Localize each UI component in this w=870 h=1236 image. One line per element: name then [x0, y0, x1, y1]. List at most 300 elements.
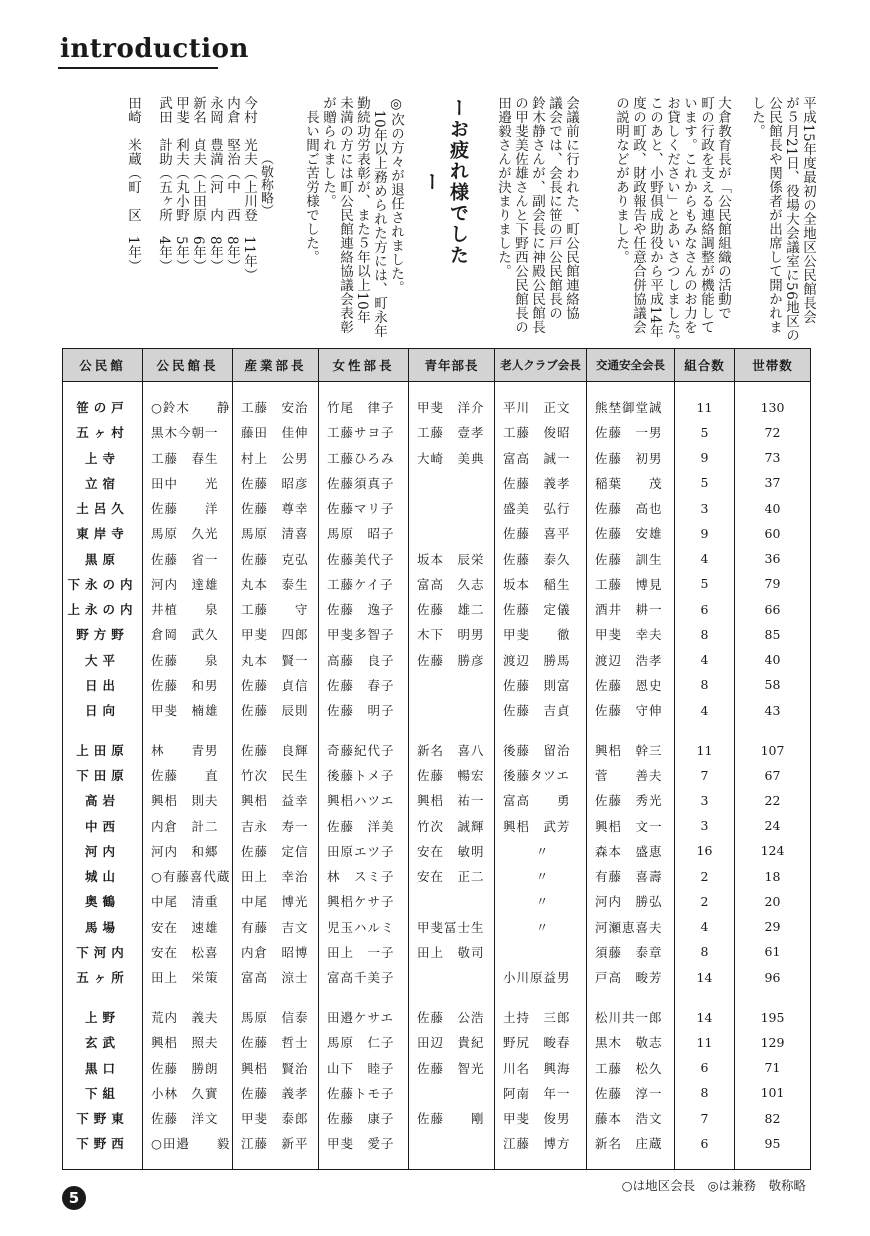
- industry-head-cell: 佐藤 貞信: [233, 672, 319, 697]
- table-row: [63, 813, 811, 838]
- table-row: [63, 622, 811, 647]
- table-spacer-row: [63, 723, 811, 738]
- household-count-cell: 60: [735, 521, 811, 546]
- hall-director-cell: 佐藤 洋文: [143, 1105, 233, 1130]
- women-head-cell: 興梠ハツエ: [319, 788, 409, 813]
- table-row: [63, 939, 811, 964]
- traffic-safety-head-cell: 森本 盛恵: [587, 838, 675, 863]
- traffic-safety-head-cell: 工藤 博見: [587, 571, 675, 596]
- household-count-cell: 40: [735, 496, 811, 521]
- traffic-safety-head-cell: 佐藤 一男: [587, 420, 675, 445]
- senior-club-head-cell: 渡辺 勝馬: [495, 647, 587, 672]
- hall-director-cell: ○田邉 毅: [143, 1131, 233, 1156]
- youth-head-cell: [409, 672, 495, 697]
- hall-name-cell: 玄武: [63, 1030, 143, 1055]
- household-count-cell: 71: [735, 1055, 811, 1080]
- youth-head-cell: [409, 496, 495, 521]
- traffic-safety-head-cell: 佐藤 淳一: [587, 1080, 675, 1105]
- household-count-cell: 95: [735, 1131, 811, 1156]
- senior-club-head-cell: 甲斐 俊男: [495, 1105, 587, 1130]
- table-row: [63, 571, 811, 596]
- hall-director-cell: 佐藤 勝朗: [143, 1055, 233, 1080]
- traffic-safety-head-cell: 佐藤 秀光: [587, 788, 675, 813]
- household-count-cell: 124: [735, 838, 811, 863]
- senior-club-head-cell: 佐藤 義孝: [495, 470, 587, 495]
- youth-head-cell: 甲斐 洋介: [409, 395, 495, 420]
- household-count-cell: 96: [735, 965, 811, 990]
- spacer-cell: [587, 723, 675, 738]
- industry-head-cell: 工藤 安治: [233, 395, 319, 420]
- spacer-cell: [63, 1156, 143, 1170]
- association-count-cell: 6: [675, 597, 735, 622]
- hall-director-cell: 興梠 照夫: [143, 1030, 233, 1055]
- household-count-cell: 29: [735, 914, 811, 939]
- industry-head-cell: 江藤 新平: [233, 1131, 319, 1156]
- hall-director-cell: 井植 泉: [143, 597, 233, 622]
- household-count-cell: 101: [735, 1080, 811, 1105]
- senior-club-head-cell: 工藤 俊昭: [495, 420, 587, 445]
- hall-name-cell: 上寺: [63, 445, 143, 470]
- hall-director-cell: 佐藤 洋: [143, 496, 233, 521]
- table-row: [63, 763, 811, 788]
- hall-director-cell: 安在 松喜: [143, 939, 233, 964]
- association-count-cell: 3: [675, 496, 735, 521]
- senior-club-head-cell: 富高 勇: [495, 788, 587, 813]
- association-count-cell: 8: [675, 1080, 735, 1105]
- heading-underline: [58, 67, 218, 69]
- senior-club-head-cell: 盛美 弘行: [495, 496, 587, 521]
- traffic-safety-head-cell: 工藤 松久: [587, 1055, 675, 1080]
- table-row: [63, 521, 811, 546]
- table-row: [63, 597, 811, 622]
- household-count-cell: 85: [735, 622, 811, 647]
- association-count-cell: 11: [675, 1030, 735, 1055]
- youth-head-cell: [409, 521, 495, 546]
- hall-director-cell: 興梠 則夫: [143, 788, 233, 813]
- association-count-cell: 8: [675, 939, 735, 964]
- association-count-cell: 16: [675, 838, 735, 863]
- association-count-cell: 7: [675, 1105, 735, 1130]
- spacer-cell: [409, 990, 495, 1005]
- industry-head-cell: 田上 幸治: [233, 864, 319, 889]
- household-count-cell: 43: [735, 697, 811, 722]
- senior-club-head-cell: 野尻 畯春: [495, 1030, 587, 1055]
- women-head-cell: 興梠ケサ子: [319, 889, 409, 914]
- association-count-cell: 6: [675, 1131, 735, 1156]
- hall-name-cell: 日向: [63, 697, 143, 722]
- association-count-cell: 14: [675, 965, 735, 990]
- association-count-cell: 4: [675, 697, 735, 722]
- column-header: 産業部長: [233, 349, 319, 382]
- table-row: [63, 672, 811, 697]
- traffic-safety-head-cell: 河瀬恵喜夫: [587, 914, 675, 939]
- association-count-cell: 4: [675, 546, 735, 571]
- hall-director-cell: 佐藤 和男: [143, 672, 233, 697]
- industry-head-cell: 丸本 賢一: [233, 647, 319, 672]
- household-count-cell: 67: [735, 763, 811, 788]
- household-count-cell: 82: [735, 1105, 811, 1130]
- youth-head-cell: 木下 明男: [409, 622, 495, 647]
- column-header: 公民館: [63, 349, 143, 382]
- hall-director-cell: 荒内 義夫: [143, 1004, 233, 1029]
- youth-head-cell: [409, 470, 495, 495]
- table-row: [63, 546, 811, 571]
- spacer-cell: [495, 990, 587, 1005]
- hall-director-cell: 中尾 清重: [143, 889, 233, 914]
- senior-club-head-cell: 佐藤 則富: [495, 672, 587, 697]
- retired-person: 永岡 豊満（河 内 8年）: [207, 96, 223, 274]
- hall-director-cell: 倉岡 武久: [143, 622, 233, 647]
- industry-head-cell: 村上 公男: [233, 445, 319, 470]
- table-row: [63, 1030, 811, 1055]
- table-row: [63, 1105, 811, 1130]
- women-head-cell: 工藤ひろみ: [319, 445, 409, 470]
- hall-name-cell: 下組: [63, 1080, 143, 1105]
- household-count-cell: 130: [735, 395, 811, 420]
- table-row: [63, 889, 811, 914]
- hall-name-cell: 五ヶ村: [63, 420, 143, 445]
- women-head-cell: 田上 一子: [319, 939, 409, 964]
- association-count-cell: 9: [675, 521, 735, 546]
- industry-head-cell: 佐藤 義孝: [233, 1080, 319, 1105]
- spacer-cell: [233, 990, 319, 1005]
- industry-head-cell: 有藤 吉文: [233, 914, 319, 939]
- women-head-cell: 佐藤 春子: [319, 672, 409, 697]
- women-head-cell: 田邉ケサエ: [319, 1004, 409, 1029]
- traffic-safety-head-cell: 熊埜御堂誠: [587, 395, 675, 420]
- hall-director-cell: 河内 和郷: [143, 838, 233, 863]
- retired-person: 今村 光夫（上川登 11年）: [241, 96, 257, 283]
- women-head-cell: 佐藤須真子: [319, 470, 409, 495]
- youth-head-cell: [409, 1131, 495, 1156]
- women-head-cell: 工藤サヨ子: [319, 420, 409, 445]
- industry-head-cell: 内倉 昭博: [233, 939, 319, 964]
- youth-head-cell: 佐藤 暢宏: [409, 763, 495, 788]
- spacer-cell: [319, 382, 409, 395]
- hall-name-cell: 野方野: [63, 622, 143, 647]
- spacer-cell: [143, 1156, 233, 1170]
- hall-director-cell: 河内 達雄: [143, 571, 233, 596]
- industry-head-cell: 工藤 守: [233, 597, 319, 622]
- article-paragraph-3: 会議前に行われた、町公民館連絡協 議会では、会長に笹の戸公民館長の 鈴木静さんが、副会長に神殿公民館長 の甲斐美佐雄さんと下野西公民館長の 田邉毅さんが決まりました。: [495, 96, 579, 334]
- youth-head-cell: 坂本 辰栄: [409, 546, 495, 571]
- industry-head-cell: 興梠 賢治: [233, 1055, 319, 1080]
- youth-head-cell: 佐藤 公浩: [409, 1004, 495, 1029]
- women-head-cell: 馬原 昭子: [319, 521, 409, 546]
- traffic-safety-head-cell: 佐藤 高也: [587, 496, 675, 521]
- spacer-cell: [675, 723, 735, 738]
- association-count-cell: 3: [675, 788, 735, 813]
- hall-name-cell: 高岩: [63, 788, 143, 813]
- household-count-cell: 129: [735, 1030, 811, 1055]
- traffic-safety-head-cell: 藤本 浩文: [587, 1105, 675, 1130]
- industry-head-cell: 佐藤 克弘: [233, 546, 319, 571]
- spacer-cell: [735, 990, 811, 1005]
- household-count-cell: 36: [735, 546, 811, 571]
- table-row: [63, 420, 811, 445]
- youth-head-cell: [409, 889, 495, 914]
- table-row: [63, 697, 811, 722]
- association-count-cell: 4: [675, 647, 735, 672]
- hall-name-cell: 上田原: [63, 737, 143, 762]
- women-head-cell: 富高千美子: [319, 965, 409, 990]
- retired-person: 武田 計助（五ヶ所 4年）: [156, 96, 172, 274]
- senior-club-head-cell: 甲斐 徹: [495, 622, 587, 647]
- hall-name-cell: 立宿: [63, 470, 143, 495]
- youth-head-cell: 安在 敏明: [409, 838, 495, 863]
- hall-director-cell: 馬原 久光: [143, 521, 233, 546]
- retirement-honorific: （敬称略）: [258, 152, 273, 217]
- senior-club-head-cell: 川名 興海: [495, 1055, 587, 1080]
- spacer-cell: [495, 382, 587, 395]
- industry-head-cell: 佐藤 哲士: [233, 1030, 319, 1055]
- youth-head-cell: 佐藤 剛: [409, 1105, 495, 1130]
- retirement-intro: ◎次の方々が退任されました。 10年以上務められた方には、町永年 勤続功労表彰が、また５年以上10年 未満の方には町公民館連絡協議会表彰 が贈られました。 長い間ご苦労様でした。: [303, 96, 404, 339]
- women-head-cell: 竹尾 律子: [319, 395, 409, 420]
- senior-club-head-cell: 富高 誠一: [495, 445, 587, 470]
- hall-name-cell: 土呂久: [63, 496, 143, 521]
- column-header: 交通安全会長: [587, 349, 675, 382]
- hall-director-cell: 田上 栄策: [143, 965, 233, 990]
- industry-head-cell: 興梠 益幸: [233, 788, 319, 813]
- table-row: [63, 1055, 811, 1080]
- hall-name-cell: 下野東: [63, 1105, 143, 1130]
- table-spacer-row: [63, 990, 811, 1005]
- association-count-cell: 3: [675, 813, 735, 838]
- hall-name-cell: 下河内: [63, 939, 143, 964]
- hall-name-cell: 日出: [63, 672, 143, 697]
- household-count-cell: 107: [735, 737, 811, 762]
- spacer-cell: [143, 382, 233, 395]
- hall-name-cell: 下永の内: [63, 571, 143, 596]
- spacer-cell: [63, 990, 143, 1005]
- table-row: [63, 445, 811, 470]
- hall-name-cell: 中西: [63, 813, 143, 838]
- traffic-safety-head-cell: 新名 庄蔵: [587, 1131, 675, 1156]
- spacer-cell: [63, 723, 143, 738]
- household-count-cell: 22: [735, 788, 811, 813]
- senior-club-head-cell: 〃: [495, 838, 587, 863]
- youth-head-cell: 工藤 壹孝: [409, 420, 495, 445]
- column-header: 青年部長: [409, 349, 495, 382]
- youth-head-cell: 田辺 貴紀: [409, 1030, 495, 1055]
- senior-club-head-cell: 〃: [495, 889, 587, 914]
- household-count-cell: 195: [735, 1004, 811, 1029]
- association-count-cell: 5: [675, 571, 735, 596]
- table-row: [63, 965, 811, 990]
- hall-name-cell: 奥鶴: [63, 889, 143, 914]
- household-count-cell: 40: [735, 647, 811, 672]
- industry-head-cell: 馬原 清喜: [233, 521, 319, 546]
- hall-name-cell: 黒口: [63, 1055, 143, 1080]
- youth-head-cell: 大崎 美典: [409, 445, 495, 470]
- traffic-safety-head-cell: 興梠 文一: [587, 813, 675, 838]
- retired-person: 新名 貞夫（上田原 6年）: [190, 96, 206, 274]
- spacer-cell: [233, 1156, 319, 1170]
- article-paragraph-1: 平成15年度最初の全地区公民館長会 が５月21日、役場大会議室に56地区の 公民館長や関係者が出席して開かれま した。: [749, 96, 816, 343]
- senior-club-head-cell: 興梠 武芳: [495, 813, 587, 838]
- traffic-safety-head-cell: 佐藤 守伸: [587, 697, 675, 722]
- senior-club-head-cell: 江藤 博方: [495, 1131, 587, 1156]
- women-head-cell: 馬原 仁子: [319, 1030, 409, 1055]
- senior-club-head-cell: 〃: [495, 914, 587, 939]
- column-header: 女性部長: [319, 349, 409, 382]
- spacer-cell: [587, 382, 675, 395]
- women-head-cell: 佐藤トモ子: [319, 1080, 409, 1105]
- hall-name-cell: 笹の戸: [63, 395, 143, 420]
- hall-name-cell: 上野: [63, 1004, 143, 1029]
- industry-head-cell: 佐藤 定信: [233, 838, 319, 863]
- table-row: [63, 496, 811, 521]
- association-count-cell: 4: [675, 914, 735, 939]
- spacer-cell: [63, 382, 143, 395]
- women-head-cell: 後藤トメ子: [319, 763, 409, 788]
- hall-director-cell: 佐藤 省一: [143, 546, 233, 571]
- youth-head-cell: 新名 喜八: [409, 737, 495, 762]
- hall-director-cell: 工藤 春生: [143, 445, 233, 470]
- spacer-cell: [233, 723, 319, 738]
- traffic-safety-head-cell: 有藤 喜壽: [587, 864, 675, 889]
- retirement-notice: [112, 96, 408, 339]
- industry-head-cell: 丸本 泰生: [233, 571, 319, 596]
- hall-director-cell: 田中 光: [143, 470, 233, 495]
- spacer-cell: [319, 723, 409, 738]
- industry-head-cell: 佐藤 良輝: [233, 737, 319, 762]
- senior-club-head-cell: 佐藤 泰久: [495, 546, 587, 571]
- traffic-safety-head-cell: 須藤 泰章: [587, 939, 675, 964]
- senior-club-head-cell: 坂本 稲生: [495, 571, 587, 596]
- table-row: [63, 470, 811, 495]
- retired-person: 内倉 堅治（中 西 8年）: [224, 96, 240, 274]
- spacer-cell: [319, 990, 409, 1005]
- youth-head-cell: [409, 1080, 495, 1105]
- youth-head-cell: 甲斐冨士生: [409, 914, 495, 939]
- hall-director-cell: 内倉 計二: [143, 813, 233, 838]
- hall-name-cell: 東岸寺: [63, 521, 143, 546]
- household-count-cell: 18: [735, 864, 811, 889]
- spacer-cell: [587, 1156, 675, 1170]
- retired-person: 田崎 米蔵（町 区 1年）: [125, 96, 141, 274]
- hall-director-cell: 林 青男: [143, 737, 233, 762]
- hall-director-cell: 佐藤 直: [143, 763, 233, 788]
- household-count-cell: 66: [735, 597, 811, 622]
- industry-head-cell: 馬原 信泰: [233, 1004, 319, 1029]
- senior-club-head-cell: 佐藤 喜平: [495, 521, 587, 546]
- association-count-cell: 2: [675, 864, 735, 889]
- column-header: 世帯数: [735, 349, 811, 382]
- women-head-cell: 甲斐 愛子: [319, 1131, 409, 1156]
- table-row: [63, 1080, 811, 1105]
- senior-club-head-cell: 平川 正文: [495, 395, 587, 420]
- senior-club-head-cell: 〃: [495, 864, 587, 889]
- women-head-cell: 林 スミ子: [319, 864, 409, 889]
- women-head-cell: 山下 睦子: [319, 1055, 409, 1080]
- association-count-cell: 11: [675, 737, 735, 762]
- women-head-cell: 高藤 良子: [319, 647, 409, 672]
- hall-director-cell: 佐藤 泉: [143, 647, 233, 672]
- association-count-cell: 8: [675, 622, 735, 647]
- hall-director-cell: 安在 速雄: [143, 914, 233, 939]
- hall-name-cell: 五ヶ所: [63, 965, 143, 990]
- women-head-cell: 佐藤 康子: [319, 1105, 409, 1130]
- spacer-cell: [143, 990, 233, 1005]
- senior-club-head-cell: 阿南 年一: [495, 1080, 587, 1105]
- association-count-cell: 8: [675, 672, 735, 697]
- association-count-cell: 5: [675, 470, 735, 495]
- table-row: [63, 838, 811, 863]
- youth-head-cell: 安在 正二: [409, 864, 495, 889]
- association-count-cell: 11: [675, 395, 735, 420]
- table-row: [63, 788, 811, 813]
- women-head-cell: 佐藤 明子: [319, 697, 409, 722]
- column-header: 老人クラブ会長: [495, 349, 587, 382]
- senior-club-head-cell: 佐藤 定儀: [495, 597, 587, 622]
- spacer-cell: [409, 1156, 495, 1170]
- hall-director-cell: 黒木今朝一: [143, 420, 233, 445]
- spacer-cell: [675, 990, 735, 1005]
- industry-head-cell: 甲斐 泰郎: [233, 1105, 319, 1130]
- article-paragraph-2: 大倉教育長が「公民館組織の活動で 町の行政を支える連絡調整が機能して います。これからもみなさんのお力を お貸しください」とあいさつしました。 このあと、小野俱成助役から平成14年 度の町政、財政報告や任意合併協議会 の説明などがありました。: [613, 96, 731, 348]
- spacer-cell: [495, 723, 587, 738]
- hall-name-cell: 城山: [63, 864, 143, 889]
- traffic-safety-head-cell: 渡辺 浩孝: [587, 647, 675, 672]
- industry-head-cell: 竹次 民生: [233, 763, 319, 788]
- retired-person: 甲斐 利夫（丸小野 5年）: [173, 96, 189, 274]
- household-count-cell: 61: [735, 939, 811, 964]
- traffic-safety-head-cell: 菅 善夫: [587, 763, 675, 788]
- hall-name-cell: 馬場: [63, 914, 143, 939]
- traffic-safety-head-cell: 黒木 敬志: [587, 1030, 675, 1055]
- traffic-safety-head-cell: 河内 勝弘: [587, 889, 675, 914]
- hall-director-cell: 甲斐 楠雄: [143, 697, 233, 722]
- senior-club-head-cell: 小川原益男: [495, 965, 587, 990]
- table-row: [63, 395, 811, 420]
- industry-head-cell: 佐藤 辰則: [233, 697, 319, 722]
- table-body: [63, 382, 811, 1170]
- senior-club-head-cell: [495, 939, 587, 964]
- association-count-cell: 7: [675, 763, 735, 788]
- table-row: [63, 914, 811, 939]
- community-hall-officer-table: [62, 348, 811, 1170]
- table-row: [63, 864, 811, 889]
- industry-head-cell: 佐藤 昭彦: [233, 470, 319, 495]
- household-count-cell: 20: [735, 889, 811, 914]
- women-head-cell: 甲斐多智子: [319, 622, 409, 647]
- industry-head-cell: 吉永 寿一: [233, 813, 319, 838]
- women-head-cell: 佐藤 洋美: [319, 813, 409, 838]
- women-head-cell: 工藤ケイ子: [319, 571, 409, 596]
- retirement-title: ーお疲れ様でしたー: [420, 98, 469, 266]
- industry-head-cell: 佐藤 尊幸: [233, 496, 319, 521]
- women-head-cell: 佐藤マリ子: [319, 496, 409, 521]
- youth-head-cell: 富高 久志: [409, 571, 495, 596]
- section-heading: introduction: [60, 34, 249, 64]
- youth-head-cell: 興梠 祐一: [409, 788, 495, 813]
- women-head-cell: 佐藤 逸子: [319, 597, 409, 622]
- spacer-cell: [409, 723, 495, 738]
- spacer-cell: [675, 382, 735, 395]
- youth-head-cell: 田上 敬司: [409, 939, 495, 964]
- traffic-safety-head-cell: 戸高 畯芳: [587, 965, 675, 990]
- spacer-cell: [735, 723, 811, 738]
- table-row: [63, 647, 811, 672]
- industry-head-cell: 富高 涼士: [233, 965, 319, 990]
- traffic-safety-head-cell: 稲葉 茂: [587, 470, 675, 495]
- table-row: [63, 737, 811, 762]
- association-count-cell: 2: [675, 889, 735, 914]
- hall-name-cell: 黒原: [63, 546, 143, 571]
- spacer-cell: [587, 990, 675, 1005]
